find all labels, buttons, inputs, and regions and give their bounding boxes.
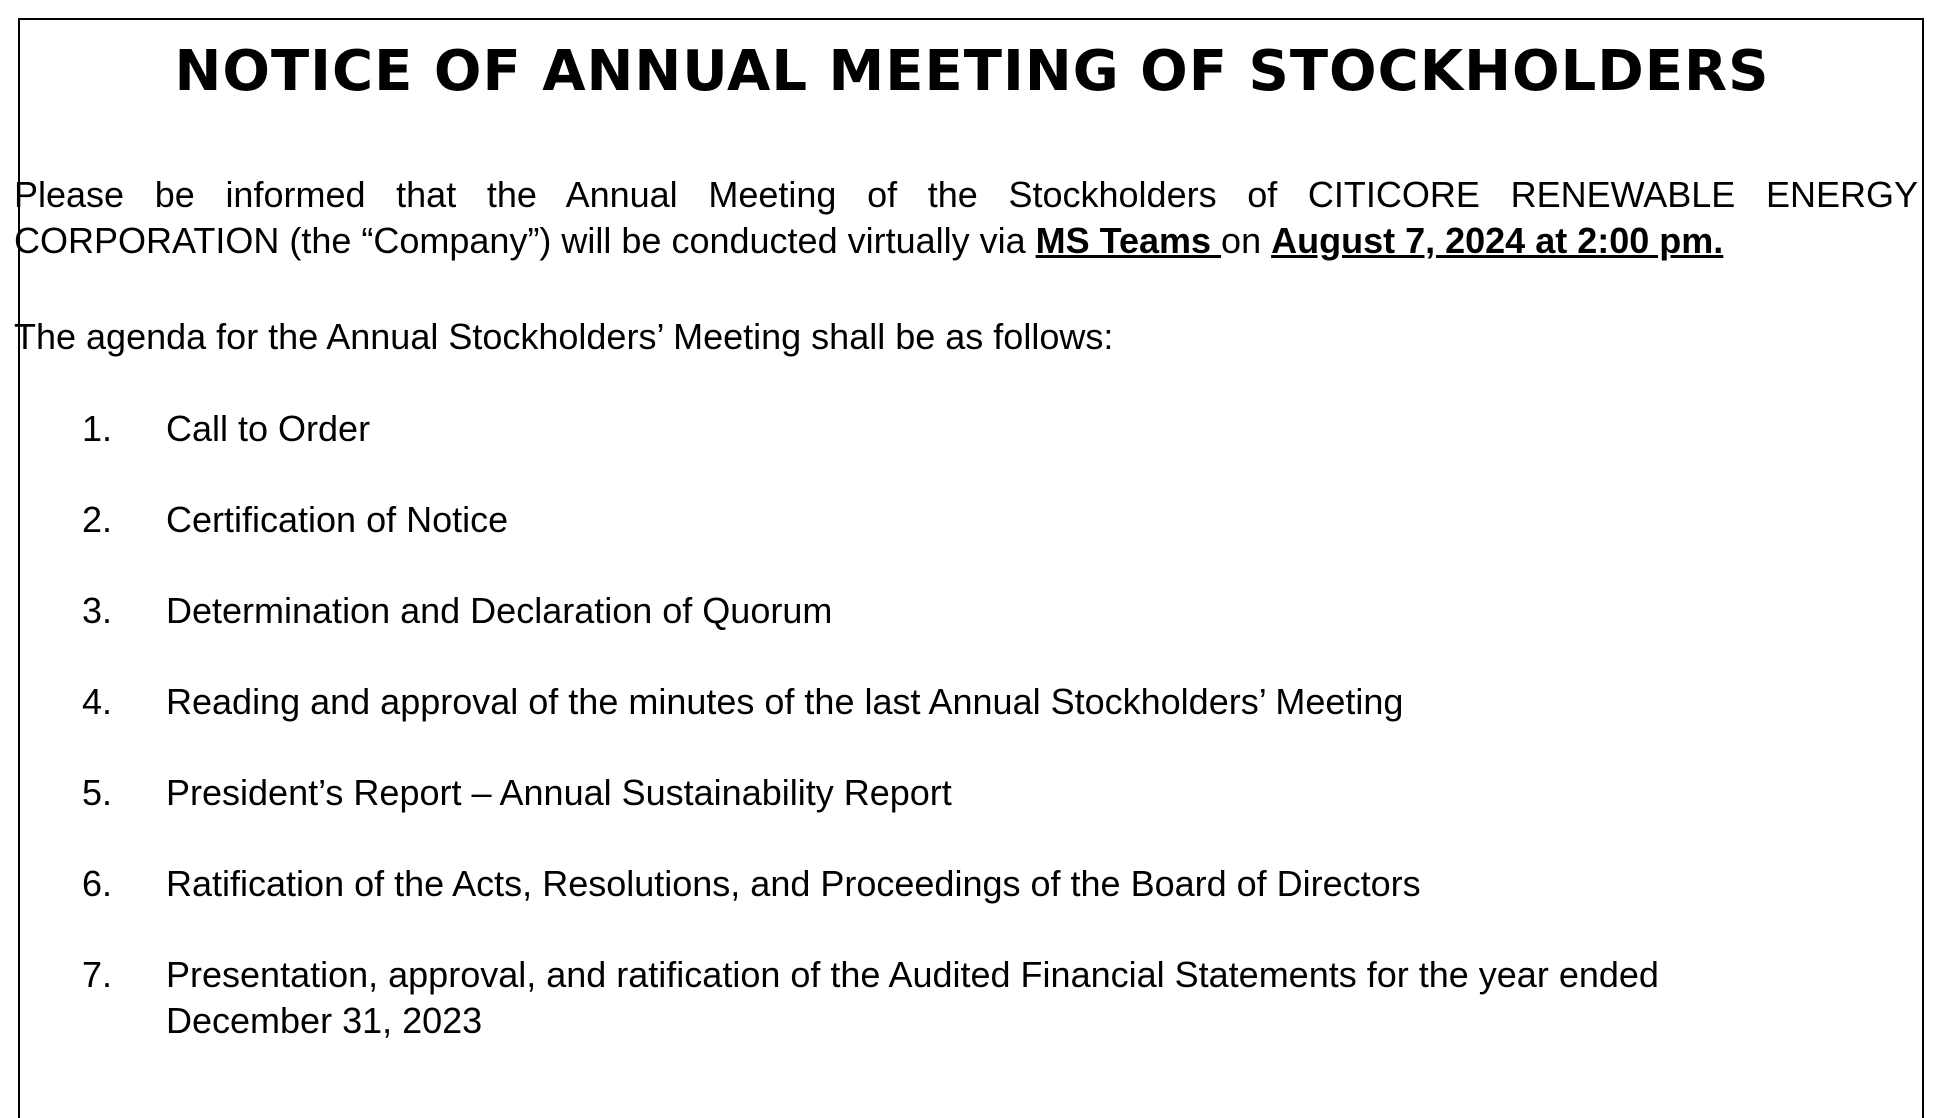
agenda-item-number: 3. [82, 590, 113, 631]
meeting-datetime: August 7, 2024 at 2:00 pm. [1271, 220, 1724, 261]
agenda-item-text: Reading and approval of the minutes of the last Annual Stockholders’ Meeting [166, 681, 1404, 722]
notice-title: NOTICE OF ANNUAL MEETING OF STOCKHOLDERS [174, 39, 1770, 104]
agenda-item-number: 7. [82, 954, 113, 995]
agenda-intro: The agenda for the Annual Stockholders’ Meeting shall be as follows: [14, 316, 1114, 357]
agenda-item-6 [0, 861, 1880, 907]
agenda-item-number: 5. [82, 772, 113, 813]
agenda-item-number: 4. [82, 681, 113, 722]
agenda-item-text: Call to Order [166, 408, 371, 449]
agenda-list [0, 406, 1880, 1089]
agenda-item-text: Presentation, approval, and ratification of the Audited Financial Statements for the year ended December 31, 2023 [166, 954, 1659, 1041]
agenda-item-text: President’s Report – Annual Sustainability Report [166, 772, 952, 813]
agenda-item-3 [0, 588, 1880, 634]
agenda-item-2 [0, 497, 1880, 543]
meeting-platform: MS Teams [1035, 220, 1222, 261]
notice-intro-paragraph [14, 172, 1918, 264]
agenda-item-number: 2. [82, 499, 113, 540]
agenda-item-number: 1. [82, 408, 113, 449]
agenda-item-number: 6. [82, 863, 113, 904]
agenda-item-1 [0, 406, 1880, 452]
intro-connector-text: on [1221, 220, 1272, 261]
agenda-item-7 [0, 952, 1880, 1044]
intro-lead-text: Please be informed that the Annual Meeting of the Stockholders of CITICORE RENEWABLE ENERGY CORPORATION (the “Company”) will be conducted virtually via [14, 174, 1918, 261]
agenda-item-text: Ratification of the Acts, Resolutions, and Proceedings of the Board of Directors [166, 863, 1421, 904]
agenda-item-text: Certification of Notice [166, 499, 509, 540]
agenda-item-5 [0, 770, 1880, 816]
agenda-item-text: Determination and Declaration of Quorum [166, 590, 833, 631]
agenda-item-4 [0, 679, 1880, 725]
